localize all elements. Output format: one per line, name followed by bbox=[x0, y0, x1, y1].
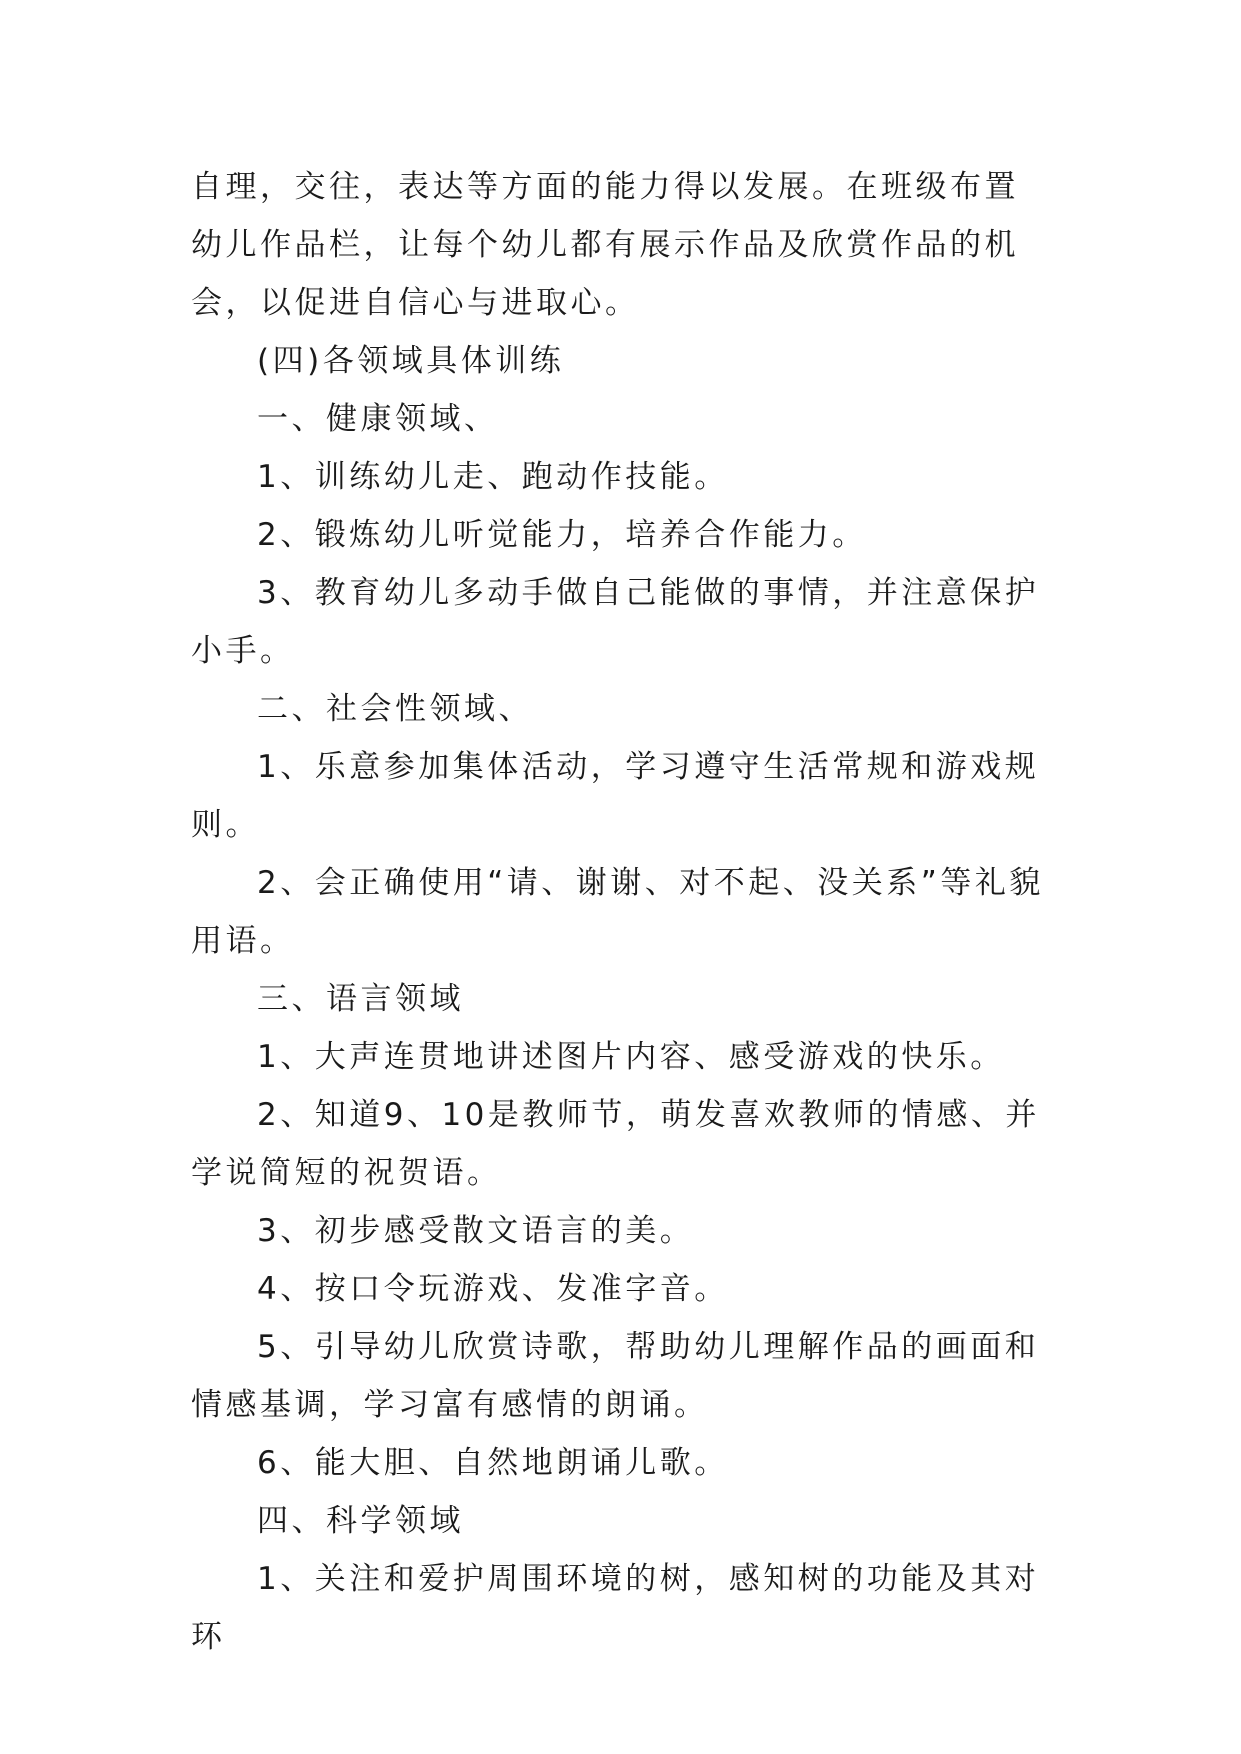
heading-science-domain: 四、科学领域 bbox=[257, 1503, 464, 1539]
list-item: 4、按口令玩游戏、发准字音。 bbox=[257, 1271, 729, 1307]
list-item: 1、大声连贯地讲述图片内容、感受游戏的快乐。 bbox=[257, 1039, 1005, 1075]
list-item: 3、教育幼儿多动手做自己能做的事情，并注意保护小手。 bbox=[191, 575, 1040, 669]
list-item: 3、初步感受散文语言的美。 bbox=[257, 1213, 695, 1249]
document-body bbox=[191, 158, 1051, 1666]
list-item: 1、训练幼儿走、跑动作技能。 bbox=[257, 459, 729, 495]
heading-health-domain: 一、健康领域、 bbox=[257, 401, 499, 437]
list-item: 1、关注和爱护周围环境的树，感知树的功能及其对环 bbox=[191, 1561, 1040, 1655]
list-item: 5、引导幼儿欣赏诗歌，帮助幼儿理解作品的画面和情感基调，学习富有感情的朗诵。 bbox=[191, 1329, 1040, 1423]
list-item: 2、会正确使用“请、谢谢、对不起、没关系”等礼貌用语。 bbox=[191, 865, 1044, 959]
heading-language-domain: 三、语言领域 bbox=[257, 981, 464, 1017]
list-item: 6、能大胆、自然地朗诵儿歌。 bbox=[257, 1445, 729, 1481]
section-heading-domain-training: (四)各领域具体训练 bbox=[257, 343, 565, 379]
list-item: 2、锻炼幼儿听觉能力，培养合作能力。 bbox=[257, 517, 867, 553]
list-item: 2、知道9、10是教师节，萌发喜欢教师的情感、并学说简短的祝贺语。 bbox=[191, 1097, 1040, 1191]
list-item: 1、乐意参加集体活动，学习遵守生活常规和游戏规则。 bbox=[191, 749, 1040, 843]
heading-social-domain: 二、社会性领域、 bbox=[257, 691, 533, 727]
paragraph-intro-continuation: 自理，交往，表达等方面的能力得以发展。在班级布置幼儿作品栏，让每个幼儿都有展示作品及欣赏作品的机会，以促进自信心与进取心。 bbox=[191, 169, 1019, 321]
